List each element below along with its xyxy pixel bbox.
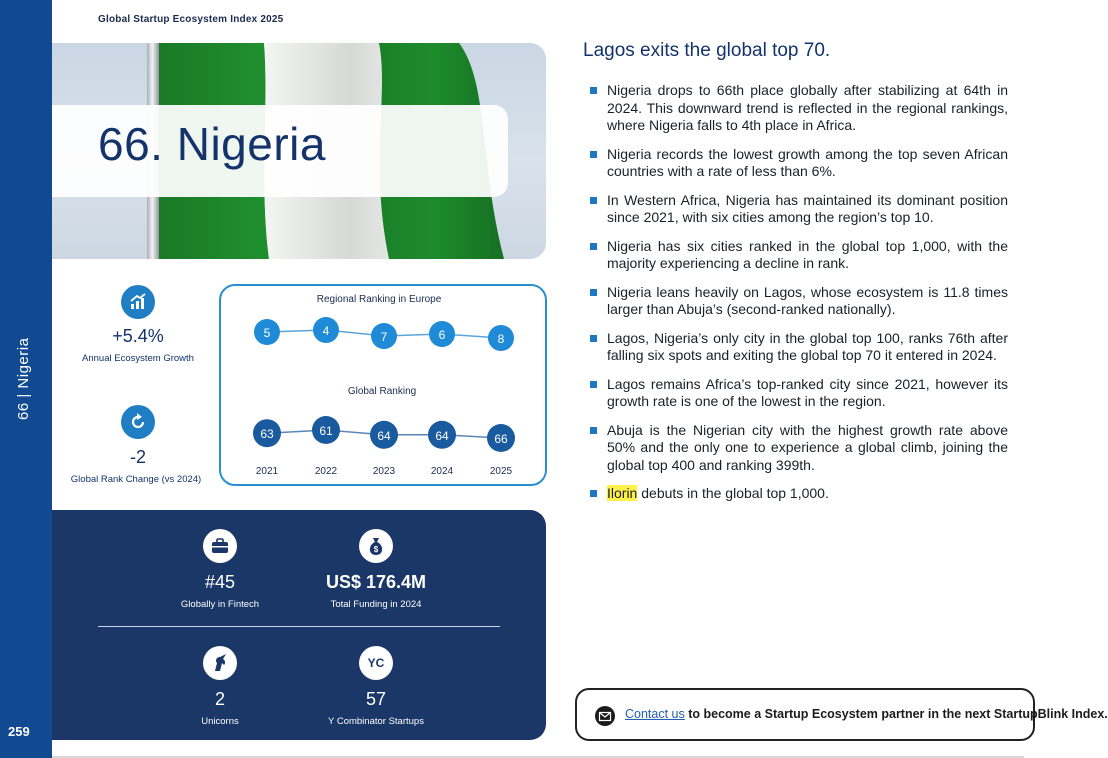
bullet-item: In Western Africa, Nigeria has maintained its dominant position since 2021, with six cities among the region’s top 10. <box>590 192 1008 227</box>
bullet-marker <box>590 151 597 158</box>
refresh-arrow-icon <box>121 405 155 439</box>
growth-value: +5.4% <box>112 326 164 346</box>
regional-chart-title: Regional Ranking in Europe <box>316 294 442 305</box>
regional-ranking-value-label: 4 <box>322 324 330 338</box>
svg-text:$: $ <box>373 545 379 554</box>
bullet-item: Nigeria has six cities ranked in the global top 1,000, with the majority experiencing a decline in rank. <box>590 238 1008 273</box>
briefcase-icon <box>203 529 237 563</box>
regional-ranking-value-label: 6 <box>438 328 446 342</box>
regional-ranking-value-label: 5 <box>263 326 271 340</box>
year-tick-label: 2022 <box>314 466 338 477</box>
year-tick-label: 2024 <box>430 466 454 477</box>
ranking-chart <box>219 284 547 486</box>
regional-ranking-value-label: 8 <box>497 332 505 346</box>
year-tick-label: 2025 <box>489 466 513 477</box>
global-chart-title: Global Ranking <box>347 386 417 397</box>
money-bag-icon <box>359 529 393 563</box>
bullet-item: Ilorin debuts in the global top 1,000. <box>590 485 1008 503</box>
bullet-marker <box>590 490 597 497</box>
envelope-icon <box>595 706 615 726</box>
bullet-marker <box>590 197 597 204</box>
chart-up-icon <box>121 285 155 319</box>
hero-title-box <box>52 105 508 197</box>
bullet-marker <box>590 243 597 250</box>
side-band <box>0 0 52 758</box>
fintech-label: Globally in Fintech <box>180 599 260 610</box>
regional-ranking-value-label: 7 <box>380 330 388 344</box>
contact-us-link[interactable]: Contact us <box>625 707 685 721</box>
yc-icon: YC <box>359 646 393 680</box>
global-ranking-value-label: 61 <box>319 424 333 438</box>
year-tick-label: 2021 <box>255 466 279 477</box>
unicorns-value: 2 <box>214 689 225 709</box>
contact-text: Contact us to become a Startup Ecosystem partner in the next StartupBlink Index. <box>625 707 1108 721</box>
unicorn-icon <box>203 646 237 680</box>
page-number: 259 <box>8 724 30 739</box>
bullet-item: Lagos remains Africa’s top-ranked city since 2021, however its growth rate is one of the lowest in the region. <box>590 376 1008 411</box>
global-ranking-value-label: 63 <box>260 427 274 442</box>
highlighted-text: Ilorin <box>607 485 638 501</box>
hero-banner <box>52 43 546 259</box>
bullet-item: Nigeria drops to 66th place globally after stabilizing at 64th in 2024. This downward trend is reflected in the regional rankings, where Nigeria falls to 4th place in Africa. <box>590 82 1008 135</box>
bullet-item: Nigeria leans heavily on Lagos, whose ecosystem is 11.8 times larger than Abuja’s (second-ranked nationally). <box>590 284 1008 319</box>
bullet-item: Lagos, Nigeria’s only city in the global top 100, ranks 76th after falling six spots and exiting the global top 70 it entered in 2024. <box>590 330 1008 365</box>
bullet-marker <box>590 87 597 94</box>
global-ranking-value-label: 66 <box>494 432 508 446</box>
bullet-list <box>590 82 1008 514</box>
bullet-marker <box>590 335 597 342</box>
global-ranking-value-label: 64 <box>377 428 391 443</box>
bullet-item: Abuja is the Nigerian city with the highest growth rate above 50% and the only one to experience a global climb, joining the global top 400 and ranking 399th. <box>590 422 1008 475</box>
global-ranking-value-label: 64 <box>435 428 449 443</box>
year-tick-label: 2023 <box>372 466 396 477</box>
fintech-value: #45 <box>204 572 236 592</box>
rank-change-label: Global Rank Change (vs 2024) <box>70 474 202 485</box>
contact-banner <box>575 688 1108 741</box>
funding-value: US$ 176.4M <box>325 572 427 592</box>
section-title: Lagos exits the global top 70. <box>583 40 831 61</box>
panel-divider <box>98 626 500 627</box>
bullet-marker <box>590 289 597 296</box>
yc-label: Y Combinator Startups <box>328 716 424 727</box>
yc-value: 57 <box>365 689 387 709</box>
bullet-marker <box>590 427 597 434</box>
bullet-item: Nigeria records the lowest growth among the top seven African countries with a rate of less than 6%. <box>590 146 1008 181</box>
highlights-panel <box>52 510 546 740</box>
page-title: 66. Nigeria <box>98 118 326 170</box>
page-header: Global Startup Ecosystem Index 2025 <box>98 14 284 25</box>
bullet-marker <box>590 381 597 388</box>
funding-label: Total Funding in 2024 <box>330 599 422 610</box>
side-label: 66 | Nigeria <box>15 337 32 420</box>
growth-label: Annual Ecosystem Growth <box>82 353 194 364</box>
unicorns-label: Unicorns <box>201 716 239 727</box>
rank-change-value: -2 <box>129 447 146 467</box>
